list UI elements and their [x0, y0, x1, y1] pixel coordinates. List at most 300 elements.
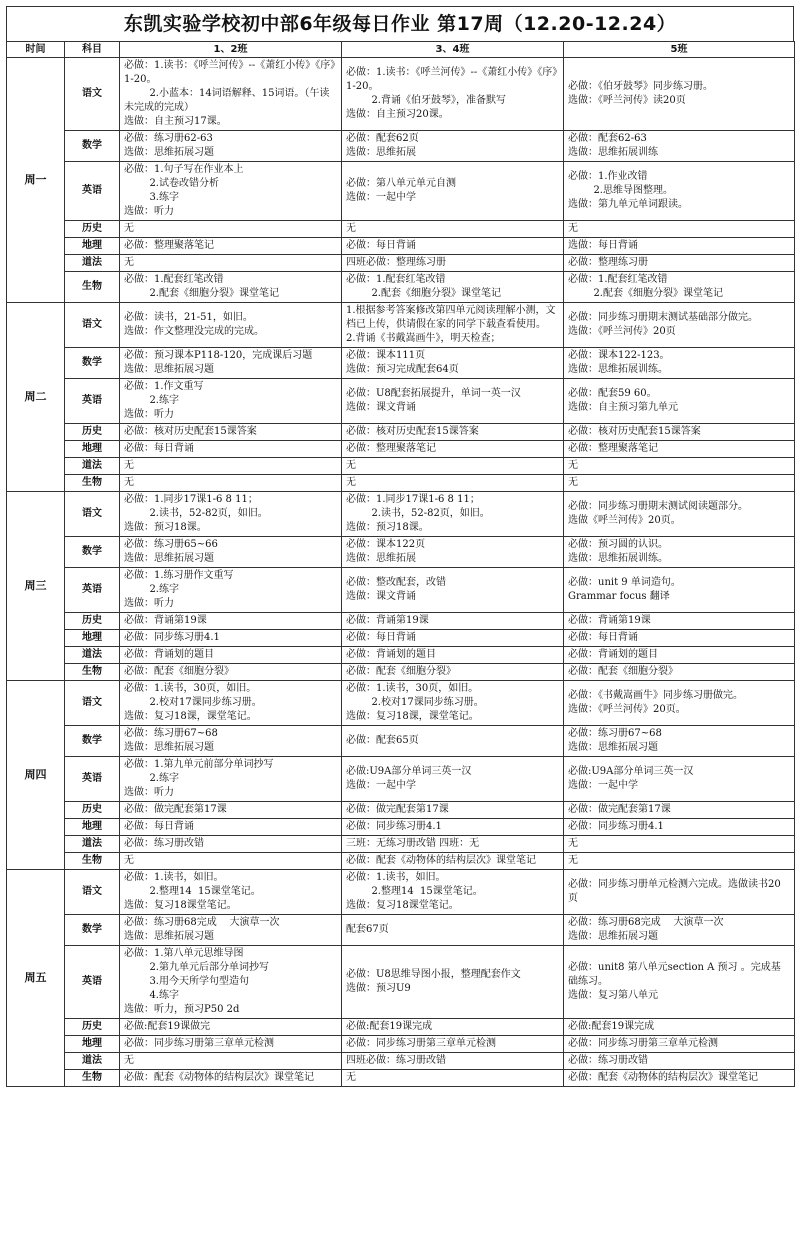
homework-line: 选做：复习18课，课堂笔记。 [346, 711, 479, 722]
homework-line: 无 [124, 477, 134, 488]
homework-line: 选做：一起中学 [568, 780, 638, 791]
subject-label: 历史 [65, 424, 120, 441]
homework-line: 必做：每日背诵 [124, 821, 194, 832]
homework-line: Grammar focus 翻译 [568, 591, 670, 602]
homework-cell-class-1-2 [120, 492, 342, 537]
homework-line: 选做：复习18课堂笔记。 [346, 900, 459, 911]
homework-line: 2.整理14 15课堂笔记。 [124, 886, 261, 897]
homework-cell-class-1-2 [120, 819, 342, 836]
homework-line: 2.背诵《伯牙鼓琴》，准备默写 [346, 95, 506, 106]
header-class-3-4: 3、4班 [342, 42, 564, 58]
homework-line: 必做：每日背诵 [568, 632, 638, 643]
homework-line: 无 [346, 1072, 356, 1083]
homework-line: 选做：预习完成配套64页 [346, 364, 459, 375]
subject-label: 英语 [65, 757, 120, 802]
homework-cell-class-1-2 [120, 915, 342, 946]
homework-line: 2.配套《细胞分裂》课堂笔记 [124, 288, 279, 299]
subject-label: 英语 [65, 162, 120, 221]
homework-line: 选做：思维拓展 [346, 147, 416, 158]
homework-cell-class-1-2 [120, 802, 342, 819]
homework-cell-class-1-2 [120, 131, 342, 162]
homework-line: 必做：背诵第19课 [346, 615, 429, 626]
subject-label: 数学 [65, 348, 120, 379]
subject-label: 历史 [65, 221, 120, 238]
homework-line: 必做：配套59 60。 [568, 388, 657, 399]
homework-line: 无 [346, 223, 356, 234]
homework-line: 必做：同步练习册第三章单元检测 [346, 1038, 496, 1049]
homework-cell-class-5 [564, 1053, 795, 1070]
homework-line: 必做：背诵第19课 [568, 615, 651, 626]
day-label: 周一 [7, 58, 65, 303]
homework-cell-class-1-2 [120, 379, 342, 424]
homework-line: 无 [124, 1055, 134, 1066]
homework-cell-class-5 [564, 475, 795, 492]
homework-line: 必做：同步练习册4.1 [346, 821, 442, 832]
homework-line: 必做：1.同步17课1-6 8 11； [346, 494, 480, 505]
table-row [7, 757, 795, 802]
homework-line: 2.小蓝本：14词语解释、15词语。（午读未完成的完成） [124, 88, 330, 113]
homework-line: 选做：思维拓展习题 [124, 931, 214, 942]
homework-line: 必做：做完配套第17课 [124, 804, 227, 815]
table-row [7, 162, 795, 221]
homework-line: 必做：1.读书，30页，如旧。 [124, 683, 257, 694]
subject-label: 道法 [65, 458, 120, 475]
homework-line: 选做：一起中学 [346, 192, 416, 203]
homework-line: 选做：复习18课堂笔记。 [124, 900, 237, 911]
homework-cell-class-5 [564, 303, 795, 348]
homework-line: 必做：课本111页 [346, 350, 426, 361]
homework-line: 必做：配套62页 [346, 133, 419, 144]
subject-label: 数学 [65, 131, 120, 162]
subject-label: 生物 [65, 1070, 120, 1087]
table-row [7, 819, 795, 836]
homework-line: 必做：1.第九单元前部分单词抄写 [124, 759, 274, 770]
homework-line: 选做：思维拓展训练。 [568, 553, 668, 564]
homework-cell-class-5 [564, 870, 795, 915]
homework-cell-class-3-4 [342, 58, 564, 131]
table-row [7, 492, 795, 537]
homework-cell-class-3-4 [342, 836, 564, 853]
header-time: 时间 [7, 42, 65, 58]
homework-line: 选做：听力 [124, 598, 174, 609]
homework-cell-class-5 [564, 664, 795, 681]
homework-cell-class-1-2 [120, 1036, 342, 1053]
homework-line: 选做：听力，预习P50 2d [124, 1004, 240, 1015]
homework-line: 必做：配套《细胞分裂》 [124, 666, 234, 677]
homework-cell-class-1-2 [120, 221, 342, 238]
homework-cell-class-3-4 [342, 475, 564, 492]
homework-line: 必做:U9A部分单词三英一汉 [568, 766, 694, 777]
homework-cell-class-5 [564, 255, 795, 272]
subject-label: 生物 [65, 664, 120, 681]
homework-line: 必做：配套65页 [346, 735, 419, 746]
subject-label: 语文 [65, 303, 120, 348]
homework-line: 必做：练习册67~68 [568, 728, 662, 739]
homework-line: 必做：每日背诵 [346, 240, 416, 251]
homework-line: 选做《呼兰河传》20页。 [568, 515, 681, 526]
homework-line: 必做：做完配套第17课 [568, 804, 671, 815]
homework-line: 必做：1.配套红笔改错 [346, 274, 446, 285]
homework-line: 必做：练习册65~66 [124, 539, 218, 550]
homework-line: 选做：自主预习第九单元 [568, 402, 678, 413]
homework-line: 2.配套《细胞分裂》课堂笔记 [346, 288, 501, 299]
subject-label: 英语 [65, 946, 120, 1019]
homework-cell-class-3-4 [342, 303, 564, 348]
homework-line: 必做：整理聚落笔记 [346, 443, 436, 454]
subject-label: 生物 [65, 272, 120, 303]
table-row [7, 1019, 795, 1036]
homework-line: 必做：练习册62-63 [124, 133, 213, 144]
homework-line: 配套67页 [346, 924, 389, 935]
subject-label: 地理 [65, 1036, 120, 1053]
header-subject: 科目 [65, 42, 120, 58]
homework-cell-class-1-2 [120, 238, 342, 255]
table-row [7, 221, 795, 238]
homework-line: 必做：背诵划的题目 [346, 649, 436, 660]
homework-cell-class-5 [564, 492, 795, 537]
homework-line: 选做：《呼兰河传》20页 [568, 326, 676, 337]
homework-line: 四班必做：练习册改错 [346, 1055, 446, 1066]
homework-line: 选做：听力 [124, 787, 174, 798]
homework-line: 无 [346, 460, 356, 471]
homework-line: 选做：思维拓展 [346, 553, 416, 564]
homework-line: 必做：配套《动物体的结构层次》课堂笔记 [124, 1072, 314, 1083]
table-row [7, 303, 795, 348]
homework-line: 必做：练习册改错 [568, 1055, 648, 1066]
homework-line: 无 [568, 223, 578, 234]
subject-label: 道法 [65, 647, 120, 664]
table-row [7, 537, 795, 568]
homework-cell-class-1-2 [120, 162, 342, 221]
homework-cell-class-3-4 [342, 492, 564, 537]
homework-cell-class-5 [564, 537, 795, 568]
table-row [7, 664, 795, 681]
homework-line: 三班：无练习册改错 四班：无 [346, 838, 480, 849]
homework-cell-class-1-2 [120, 664, 342, 681]
subject-label: 地理 [65, 630, 120, 647]
homework-cell-class-3-4 [342, 568, 564, 613]
homework-line: 选做：预习18课。 [124, 522, 207, 533]
subject-label: 道法 [65, 1053, 120, 1070]
homework-cell-class-5 [564, 379, 795, 424]
homework-cell-class-3-4 [342, 870, 564, 915]
homework-line: 必做：做完配套第17课 [346, 804, 449, 815]
homework-cell-class-3-4 [342, 272, 564, 303]
homework-line: 必做：整理练习册 [568, 257, 648, 268]
homework-cell-class-3-4 [342, 238, 564, 255]
homework-cell-class-3-4 [342, 1053, 564, 1070]
sheet-title: 东凯实验学校初中部6年级每日作业 第17周（12.20-12.24） [6, 6, 794, 41]
homework-cell-class-5 [564, 238, 795, 255]
homework-cell-class-3-4 [342, 757, 564, 802]
homework-cell-class-5 [564, 836, 795, 853]
homework-cell-class-5 [564, 613, 795, 630]
homework-line: 必做：1.配套红笔改错 [568, 274, 668, 285]
homework-line: 必做：整理聚落笔记 [124, 240, 214, 251]
table-row [7, 946, 795, 1019]
homework-line: 必做：核对历史配套15课答案 [568, 426, 701, 437]
day-label: 周三 [7, 492, 65, 681]
homework-line: 2.读书，52-82页，如旧。 [346, 508, 490, 519]
homework-line: 无 [568, 460, 578, 471]
homework-line: 选做：一起中学 [346, 780, 416, 791]
subject-label: 数学 [65, 915, 120, 946]
table-row [7, 379, 795, 424]
homework-line: 必做：《伯牙鼓琴》同步练习册。 [568, 81, 713, 92]
homework-line: 必做：同步练习册4.1 [568, 821, 664, 832]
homework-line: 3.练字 [124, 192, 179, 203]
table-body [7, 58, 795, 1087]
homework-line: 无 [346, 477, 356, 488]
homework-cell-class-3-4 [342, 802, 564, 819]
table-row [7, 836, 795, 853]
homework-line: 必做:配套19课完成 [346, 1021, 433, 1032]
table-row [7, 458, 795, 475]
header-class-1-2: 1、2班 [120, 42, 342, 58]
homework-line: 选做：课文背诵 [346, 591, 416, 602]
homework-line: 选做：自主预习20课。 [346, 109, 449, 120]
homework-cell-class-5 [564, 819, 795, 836]
subject-label: 历史 [65, 613, 120, 630]
homework-line: 无 [568, 477, 578, 488]
homework-cell-class-1-2 [120, 647, 342, 664]
table-row [7, 613, 795, 630]
homework-cell-class-1-2 [120, 613, 342, 630]
homework-cell-class-1-2 [120, 568, 342, 613]
homework-line: 1.根据参考答案修改第四单元阅读理解小测，文档已上传，供请假在家的同学下载查看使用。 [346, 305, 556, 330]
homework-line: 必做：每日背诵 [124, 443, 194, 454]
homework-line: 2.整理14 15课堂笔记。 [346, 886, 483, 897]
homework-line: 必做：第八单元单元自测 [346, 178, 456, 189]
homework-cell-class-1-2 [120, 348, 342, 379]
homework-cell-class-5 [564, 647, 795, 664]
subject-label: 生物 [65, 853, 120, 870]
homework-line: 2.配套《细胞分裂》课堂笔记 [568, 288, 723, 299]
homework-cell-class-5 [564, 162, 795, 221]
homework-line: 必做：课本122页 [346, 539, 426, 550]
homework-cell-class-3-4 [342, 379, 564, 424]
subject-label: 语文 [65, 870, 120, 915]
homework-line: 必做：U8配套拓展提升，单词一英一汉 [346, 388, 521, 399]
homework-cell-class-1-2 [120, 272, 342, 303]
homework-line: 选做：复习18课，课堂笔记。 [124, 711, 257, 722]
homework-line: 无 [124, 223, 134, 234]
homework-cell-class-3-4 [342, 348, 564, 379]
homework-cell-class-3-4 [342, 664, 564, 681]
homework-line: 选做：预习U9 [346, 983, 411, 994]
homework-cell-class-1-2 [120, 475, 342, 492]
table-row [7, 802, 795, 819]
homework-line: 选做：思维拓展习题 [124, 553, 214, 564]
homework-cell-class-5 [564, 946, 795, 1019]
homework-cell-class-5 [564, 221, 795, 238]
homework-line: 选做：课文背诵 [346, 402, 416, 413]
homework-cell-class-1-2 [120, 458, 342, 475]
homework-line: 必做：配套《细胞分裂》 [346, 666, 456, 677]
homework-cell-class-3-4 [342, 853, 564, 870]
table-row [7, 1070, 795, 1087]
table-row [7, 131, 795, 162]
header-row [7, 42, 795, 58]
homework-line: 2.练字 [124, 773, 179, 784]
homework-line: 必做：unit 9 单词造句。 [568, 577, 681, 588]
table-row [7, 568, 795, 613]
homework-line: 必做：U8思维导图小报，整理配套作文 [346, 969, 521, 980]
homework-line: 必做：背诵划的题目 [124, 649, 214, 660]
homework-cell-class-5 [564, 458, 795, 475]
homework-cell-class-5 [564, 726, 795, 757]
header-class-5: 5班 [564, 42, 795, 58]
homework-line: 无 [124, 257, 134, 268]
homework-cell-class-5 [564, 272, 795, 303]
homework-cell-class-1-2 [120, 58, 342, 131]
homework-line: 2.思维导图整理。 [568, 185, 673, 196]
homework-line: 必做:配套19课完成 [568, 1021, 655, 1032]
homework-line: 必做：1.读书：《呼兰河传》--《萧红小传》《序》1-20。 [346, 67, 558, 92]
homework-cell-class-3-4 [342, 630, 564, 647]
subject-label: 生物 [65, 475, 120, 492]
homework-cell-class-1-2 [120, 757, 342, 802]
homework-line: 必做：1.作业改错 [568, 171, 648, 182]
table-row [7, 1036, 795, 1053]
homework-line: 必做：练习册67~68 [124, 728, 218, 739]
homework-line: 必做：背诵第19课 [124, 615, 207, 626]
homework-cell-class-1-2 [120, 726, 342, 757]
homework-cell-class-5 [564, 348, 795, 379]
homework-cell-class-3-4 [342, 819, 564, 836]
homework-line: 选做：思维拓展习题 [124, 364, 214, 375]
homework-cell-class-1-2 [120, 853, 342, 870]
homework-cell-class-5 [564, 802, 795, 819]
homework-line: 选做：听力 [124, 206, 174, 217]
homework-line: 选做：思维拓展习题 [568, 931, 658, 942]
homework-line: 必做：1.练习册作文重写 [124, 570, 234, 581]
homework-cell-class-3-4 [342, 221, 564, 238]
homework-line: 必做：同步练习册4.1 [124, 632, 220, 643]
table-row [7, 647, 795, 664]
homework-line: 选做：思维拓展习题 [124, 147, 214, 158]
table-row [7, 58, 795, 131]
table-row [7, 630, 795, 647]
table-row [7, 681, 795, 726]
homework-cell-class-3-4 [342, 255, 564, 272]
homework-cell-class-5 [564, 441, 795, 458]
homework-cell-class-1-2 [120, 424, 342, 441]
homework-line: 选做：思维拓展训练 [568, 147, 658, 158]
homework-line: 必做：同步练习册第三章单元检测 [124, 1038, 274, 1049]
subject-label: 地理 [65, 441, 120, 458]
homework-line: 必做:配套19课做完 [124, 1021, 211, 1032]
homework-line: 必做：练习册68完成 大演草一次 [568, 917, 724, 928]
homework-cell-class-5 [564, 1019, 795, 1036]
homework-line: 2.读书，52-82页，如旧。 [124, 508, 268, 519]
subject-label: 地理 [65, 238, 120, 255]
homework-cell-class-1-2 [120, 537, 342, 568]
table-row [7, 424, 795, 441]
homework-cell-class-1-2 [120, 681, 342, 726]
homework-cell-class-1-2 [120, 441, 342, 458]
homework-cell-class-5 [564, 630, 795, 647]
homework-cell-class-3-4 [342, 1036, 564, 1053]
homework-line: 必做：配套《动物体的结构层次》课堂笔记 [346, 855, 536, 866]
homework-line: 必做：预习圆的认识。 [568, 539, 668, 550]
homework-cell-class-1-2 [120, 836, 342, 853]
homework-line: 2.第九单元后部分单词抄写 [124, 962, 269, 973]
homework-line: 必做：1.读书，如旧。 [124, 872, 224, 883]
homework-cell-class-3-4 [342, 681, 564, 726]
homework-line: 选做：复习第八单元 [568, 990, 658, 1001]
homework-line: 必做：练习册68完成 大演草一次 [124, 917, 280, 928]
homework-line: 必做：整理聚落笔记 [568, 443, 658, 454]
homework-table [6, 41, 795, 1087]
homework-line: 无 [124, 855, 134, 866]
homework-cell-class-1-2 [120, 870, 342, 915]
homework-line: 选做：第九单元单词跟读。 [568, 199, 688, 210]
homework-cell-class-1-2 [120, 303, 342, 348]
homework-line: 选做：《呼兰河传》20页。 [568, 704, 686, 715]
homework-line: 必做：1.读书，如旧。 [346, 872, 446, 883]
homework-cell-class-5 [564, 853, 795, 870]
homework-line: 必做：同步练习册单元检测六完成。选做读书20页 [568, 879, 781, 904]
subject-label: 道法 [65, 836, 120, 853]
subject-label: 英语 [65, 379, 120, 424]
table-row [7, 272, 795, 303]
subject-label: 数学 [65, 537, 120, 568]
table-row [7, 255, 795, 272]
homework-cell-class-5 [564, 58, 795, 131]
subject-label: 语文 [65, 58, 120, 131]
homework-line: 必做：1.读书：《呼兰河传》--《萧红小传》《序》1-20。 [124, 60, 336, 85]
homework-line: 必做:U9A部分单词三英一汉 [346, 766, 472, 777]
table-row [7, 441, 795, 458]
homework-line: 2.背诵《书戴嵩画牛》，明天检查； [346, 333, 501, 344]
homework-cell-class-5 [564, 681, 795, 726]
homework-cell-class-5 [564, 757, 795, 802]
homework-line: 必做：核对历史配套15课答案 [346, 426, 479, 437]
homework-cell-class-5 [564, 1036, 795, 1053]
homework-line: 选做：思维拓展习题 [124, 742, 214, 753]
homework-cell-class-5 [564, 1070, 795, 1087]
homework-line: 选做：思维拓展训练。 [568, 364, 668, 375]
homework-line: 四班必做：整理练习册 [346, 257, 446, 268]
homework-line: 选做：思维拓展习题 [568, 742, 658, 753]
table-row [7, 1053, 795, 1070]
subject-label: 地理 [65, 819, 120, 836]
day-label: 周四 [7, 681, 65, 870]
table-row [7, 475, 795, 492]
homework-line: 选做：自主预习17课。 [124, 116, 227, 127]
homework-cell-class-5 [564, 131, 795, 162]
table-row [7, 726, 795, 757]
homework-cell-class-3-4 [342, 441, 564, 458]
subject-label: 历史 [65, 1019, 120, 1036]
homework-line: 必做：背诵划的题目 [568, 649, 658, 660]
homework-cell-class-1-2 [120, 630, 342, 647]
homework-cell-class-1-2 [120, 946, 342, 1019]
homework-line: 2.练字 [124, 395, 179, 406]
homework-cell-class-5 [564, 915, 795, 946]
homework-cell-class-1-2 [120, 1053, 342, 1070]
table-row [7, 853, 795, 870]
subject-label: 英语 [65, 568, 120, 613]
homework-line: 必做：unit8 第八单元section A 预习 。完成基础练习。 [568, 962, 781, 987]
homework-line: 2.校对17课同步练习册。 [346, 697, 484, 708]
homework-cell-class-3-4 [342, 946, 564, 1019]
homework-line: 必做：整改配套，改错 [346, 577, 446, 588]
table-row [7, 238, 795, 255]
homework-line: 必做：1.句子写在作业本上 [124, 164, 244, 175]
homework-line: 必做：每日背诵 [346, 632, 416, 643]
